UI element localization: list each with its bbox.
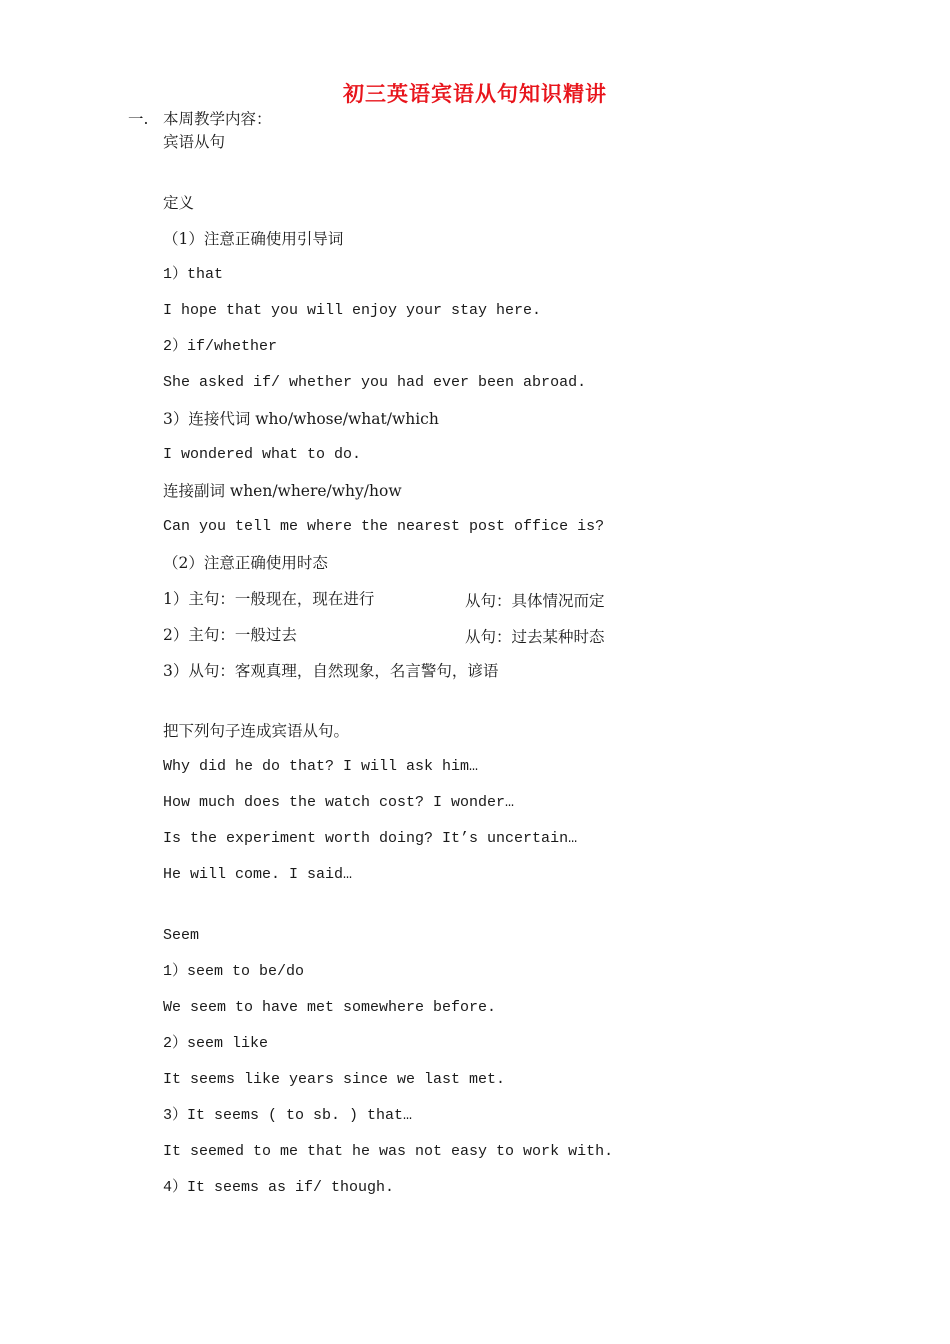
seem-usage-2: 2）seem like [163,1035,269,1052]
item-adverbs: 连接副词 when/where/why/how [163,482,402,500]
example-that: I hope that you will enjoy your stay here. [163,302,542,319]
seem-example-3: It seemed to me that he was not easy to work with. [163,1143,614,1160]
exercise-sentence-2: How much does the watch cost? I wonder… [163,794,515,811]
exercise-sentence-1: Why did he do that? I will ask him… [163,758,479,775]
document-title: 初三英语宾语从句知识精讲 [343,81,607,106]
connector-heading: （1）注意正确使用引导词 [163,230,344,248]
seem-usage-3: 3）It seems ( to sb. ) that… [163,1107,413,1124]
tense-heading: （2）注意正确使用时态 [163,554,328,572]
tense-rule-1-sub: 从句：具体情况而定 [465,592,605,610]
seem-usage-1: 1）seem to be/do [163,963,305,980]
example-if-whether: She asked if/ whether you had ever been abroad. [163,374,587,391]
seem-heading: Seem [163,927,200,944]
example-adverbs: Can you tell me where the nearest post office is? [163,518,605,535]
topic: 宾语从句 [163,133,226,151]
item-if-whether: 2）if/whether [163,338,278,355]
exercise-sentence-3: Is the experiment worth doing? It’s uncertain… [163,830,578,847]
section-label: 本周教学内容： [163,110,272,128]
tense-rule-2-sub: 从句：过去某种时态 [465,628,605,646]
exercise-sentence-4: He will come. I said… [163,866,353,883]
definition-heading: 定义 [163,194,195,212]
example-pronouns: I wondered what to do. [163,446,362,463]
section-number: 一. [128,110,149,128]
item-pronouns: 3）连接代词 who/whose/what/which [163,410,439,428]
tense-rule-2-main: 2）主句：一般过去 [163,626,297,644]
seem-example-1: We seem to have met somewhere before. [163,999,497,1016]
item-that: 1）that [163,266,224,283]
tense-rule-3: 3）从句：客观真理，自然现象，名言警句，谚语 [163,662,499,680]
exercise-heading: 把下列句子连成宾语从句。 [163,722,350,740]
seem-usage-4: 4）It seems as if/ though. [163,1179,395,1196]
seem-example-2: It seems like years since we last met. [163,1071,506,1088]
tense-rule-1-main: 1）主句：一般现在，现在进行 [163,590,375,608]
